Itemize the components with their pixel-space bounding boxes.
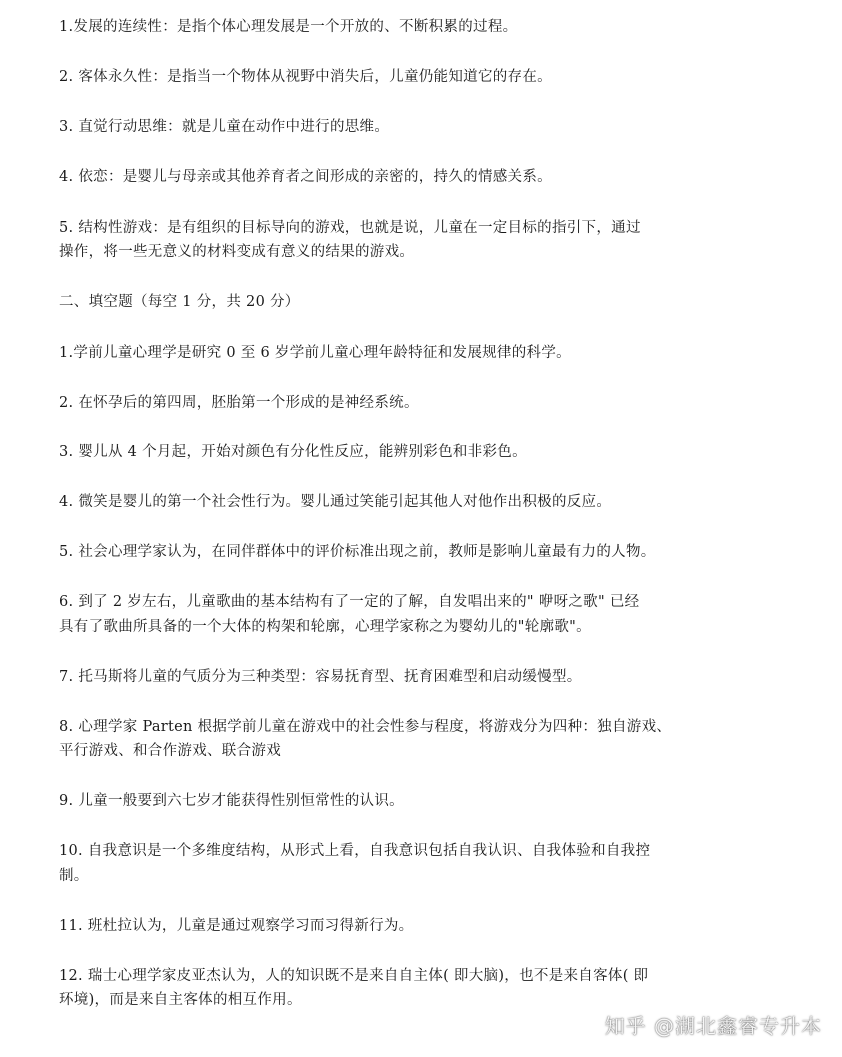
fill-blank-11: 11. 班杜拉认为，儿童是通过观察学习而习得新行为。 [59,918,414,934]
fill-blank-7: 7. 托马斯将儿童的气质分为三种类型：容易抚育型、抚育困难型和启动缓慢型。 [59,669,582,685]
fill-blank-3: 3. 婴儿从 4 个月起，开始对颜色有分化性反应，能辨别彩色和非彩色。 [59,444,527,460]
definition-5-line-2: 操作，将一些无意义的材料变成有意义的结果的游戏。 [59,244,415,260]
definition-4: 4. 依恋：是婴儿与母亲或其他养育者之间形成的亲密的，持久的情感关系。 [59,169,552,185]
definition-1: 1.发展的连续性：是指个体心理发展是一个开放的、不断积累的过程。 [59,19,518,35]
fill-blank-10-line-1: 10. 自我意识是一个多维度结构，从形式上看，自我意识包括自我认识、自我体验和自我控 [59,843,651,859]
fill-blank-2: 2. 在怀孕后的第四周，胚胎第一个形成的是神经系统。 [59,395,419,411]
definition-5-line-1: 5. 结构性游戏：是有组织的目标导向的游戏，也就是说，儿童在一定目标的指引下，通过 [59,220,641,236]
fill-blank-12-line-1: 12. 瑞士心理学家皮亚杰认为，人的知识既不是来自自主体( 即大脑)，也不是来自客体( 即 [59,968,649,984]
fill-blank-5: 5. 社会心理学家认为，在同伴群体中的评价标准出现之前，教师是影响儿童最有力的人物。 [59,544,656,560]
fill-blank-8-line-1: 8. 心理学家 Parten 根据学前儿童在游戏中的社会性参与程度，将游戏分为四种：独自游戏、 [59,719,672,735]
zhihu-watermark: 知乎 @湖北鑫睿专升本 [604,1014,822,1038]
definition-2: 2. 客体永久性：是指当一个物体从视野中消失后，儿童仍能知道它的存在。 [59,69,552,85]
fill-blank-8-line-2: 平行游戏、和合作游戏、联合游戏 [59,743,281,759]
fill-blank-4: 4. 微笑是婴儿的第一个社会性行为。婴儿通过笑能引起其他人对他作出积极的反应。 [59,494,612,510]
fill-blank-6-line-2: 具有了歌曲所具备的一个大体的构架和轮廓，心理学家称之为婴幼儿的"轮廓歌"。 [59,619,591,635]
definition-3: 3. 直觉行动思维：就是儿童在动作中进行的思维。 [59,119,390,135]
section-heading: 二、填空题（每空 1 分，共 20 分） [59,294,300,310]
fill-blank-9: 9. 儿童一般要到六七岁才能获得性别恒常性的认识。 [59,793,404,809]
fill-blank-6-line-1: 6. 到了 2 岁左右，儿童歌曲的基本结构有了一定的了解，自发唱出来的" 咿呀之歌" 已经 [59,594,640,610]
fill-blank-12-line-2: 环境)，而是来自主客体的相互作用。 [59,992,302,1008]
fill-blank-1: 1.学前儿童心理学是研究 0 至 6 岁学前儿童心理年龄特征和发展规律的科学。 [59,345,571,361]
fill-blank-10-line-2: 制。 [59,868,89,884]
